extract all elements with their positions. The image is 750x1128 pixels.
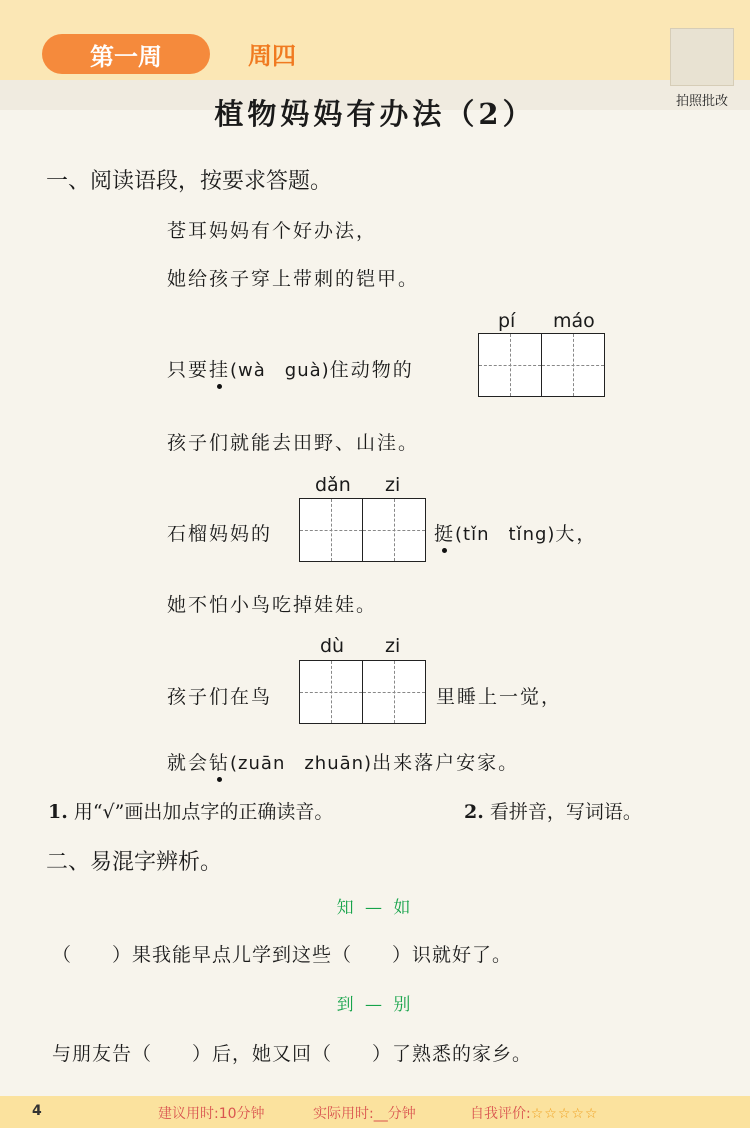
dotted-char: 挺 — [434, 523, 456, 545]
star-rating-icon[interactable]: ☆☆☆☆☆ — [530, 1106, 599, 1122]
photo-grade-label[interactable]: 拍照批改 — [675, 94, 728, 109]
section-2-heading: 二、易混字辨析。 — [46, 850, 223, 875]
box2-pinyin-a: dǎn — [315, 474, 351, 496]
grid-cell[interactable] — [300, 661, 362, 723]
box2-pinyin-b: zi — [385, 474, 401, 496]
poem-line-6: 她不怕小鸟吃掉娃娃。 — [167, 594, 378, 616]
section-1-heading: 一、阅读语段，按要求答题。 — [46, 169, 333, 194]
pinyin-options[interactable]: (tǐn tǐng) — [455, 524, 556, 545]
poem-line-7-pre: 孩子们在鸟 — [167, 686, 273, 708]
box3-pinyin-b: zi — [385, 635, 401, 657]
dotted-char: 挂 — [209, 359, 231, 381]
question-1: 1. 用“√”画出加点字的正确读音。 — [48, 801, 334, 823]
char-pair-1: 知 — 如 — [336, 898, 414, 918]
writing-grid-pimao[interactable] — [478, 333, 605, 397]
poem-line-1: 苍耳妈妈有个好办法， — [167, 220, 378, 242]
poem-line-7-post: 里睡上一觉， — [436, 686, 563, 708]
page-title: 植物妈妈有办法（2） — [214, 97, 536, 131]
poem-line-8: 就会钻(zuān zhuān)出来落户安家。 — [167, 752, 520, 774]
fill-blank-1[interactable]: （ ）果我能早点儿学到这些（ ）识就好了。 — [52, 944, 513, 966]
pinyin-options[interactable]: (wà guà) — [230, 360, 330, 381]
box1-pinyin-a: pí — [498, 310, 516, 332]
day-label: 周四 — [248, 42, 296, 70]
question-2: 2. 看拼音，写词语。 — [464, 801, 642, 823]
grid-cell[interactable] — [362, 499, 425, 561]
grid-cell[interactable] — [300, 499, 362, 561]
page-number: 4 — [32, 1103, 42, 1119]
box3-pinyin-a: dù — [320, 635, 345, 657]
suggested-time: 建议用时:10分钟 — [158, 1106, 265, 1122]
self-evaluation: 自我评价:☆☆☆☆☆ — [470, 1106, 599, 1122]
week-badge: 第一周 — [42, 34, 210, 74]
grid-cell[interactable] — [479, 334, 541, 396]
grid-cell[interactable] — [541, 334, 604, 396]
actual-time: 实际用时:__分钟 — [313, 1106, 416, 1122]
dotted-char: 钻 — [209, 752, 231, 774]
poem-line-5-pre: 石榴妈妈的 — [167, 523, 273, 545]
grid-cell[interactable] — [362, 661, 425, 723]
qr-code-icon[interactable] — [670, 28, 734, 86]
poem-line-3: 只要挂(wà guà)住动物的 — [167, 359, 414, 381]
box1-pinyin-b: máo — [553, 310, 595, 332]
writing-grid-duzi[interactable] — [299, 660, 426, 724]
writing-grid-danzi[interactable] — [299, 498, 426, 562]
poem-line-2: 她给孩子穿上带刺的铠甲。 — [167, 268, 420, 290]
fill-blank-2[interactable]: 与朋友告（ ）后，她又回（ ）了熟悉的家乡。 — [52, 1043, 533, 1065]
poem-line-5-post: 挺(tǐn tǐng)大， — [434, 523, 598, 545]
pinyin-options[interactable]: (zuān zhuān) — [230, 753, 373, 774]
char-pair-2: 到 — 别 — [336, 995, 414, 1015]
poem-line-4: 孩子们就能去田野、山洼。 — [167, 432, 420, 454]
